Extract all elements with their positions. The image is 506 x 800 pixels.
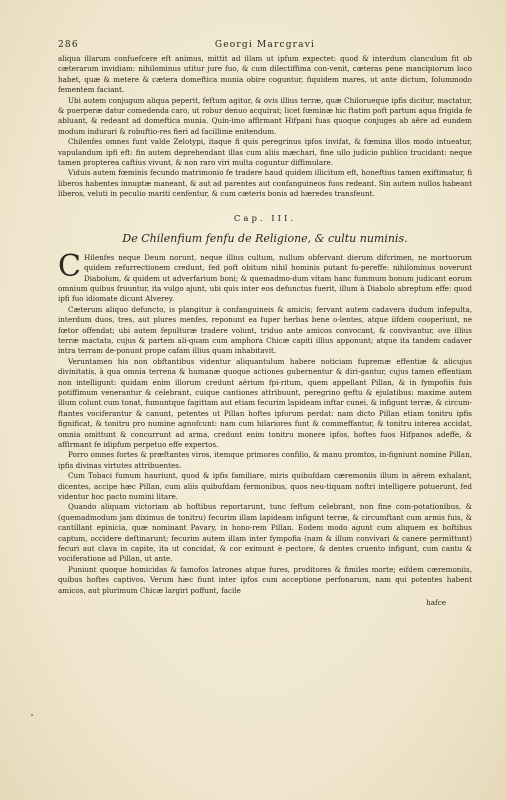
paragraph: aliqua illarum confuefcere eft animus, mittit ad illam ut ipfum expectet: quod & interdum clanculum fit ob cæterarum invidiam: nihilominus utitur jure fuo, & cum dilectiffima con-venit, cæteras pene mancipiorum loco habet, quæ & metere & cætera domeftica munia obire coguntur, fiquidem mares, ut ante dictum, folummodo fementem faciant. bbox=[58, 54, 472, 95]
running-head bbox=[58, 40, 472, 54]
paragraph: Cæterum aliquo defuncto, is plangitur à confanguineis & amicis; fervant autem cadavera dudum infepulta, interdum duos, tres, aut plures menfes, reponunt ea fuper herbas bene o-lentes, atque iifdem cooperiunt, ne fœtor offendat; ubi autem fepulturæ tradere volunt, triduo ante amicos convocant, & convivantur, ove illius terræ mactata, cujus & partem ali-quam cum amphora Chicæ capiti illius apponunt; atque ita tandem cadaver intra terram de-ponunt prope cafam illius quam inhabitavit. bbox=[58, 304, 472, 356]
paragraph-text: Hilenfes neque Deum norunt, neque illius cultum, nullum obfervant dierum difcrimen, ne mortuorum quidem refurrectionem credunt, fed poft obitum nihil hominis putant fu-pereffe: nihilominus noverunt Diabolum, & quidem ut adverfarium boni; & quemadmo-dum vitam hanc fummum bonum judicant eorum omnium quibus fruuntur, ita vulgo ajunt, ubi quis inter eos defunctus fuerit, illum à Diabolo abreptum effe: quod ipfi fuo idiomate dicunt Alverey. bbox=[58, 252, 472, 304]
paragraph: Viduis autem fœminis fecundo matrimonio fe tradere haud quidem illicitum eft, honeftius tamen exiftimatur, fi liberos habentes innuptæ maneant, & aut ad parentes aut confanguineos fuos redeant. Sin autem nullos habeant liberos, veluti in peculio mariti cenfentur, & cum cæteris bonis ad hæredes transfeunt. bbox=[58, 168, 472, 199]
paragraph: Veruntamen his non obftantibus videntur aliquantulum habere noticiam fupremæ effentiæ & alicujus divinitatis, à qua omnia terrena & humanæ quoque actiones gubernentur & diri-gantur, cujus tamen effentiam non intelligunt: quidam enim illorum credunt aërium fpi-ritum, quem appellant Pillan, & in fympofiis fuis potiffimum venerantur & celebrant, cuique cantiones attribuunt, peregrino geftu & ejulatibus: maxime autem illum colunt cum tonat, fumuntque fagittam aut etiam fecurim lapideam inftar cunei, & infigunt terræ, & circum-ftantes vociferantur & canunt, petentes ut Pillan hoftes ipforum perdat: nam dicto Pillan etiam tonitru ipfis fignificat, & tonitru pro numine agnofcunt: nam cum hilariores funt & commeffantur, & tonitru interea accidat, omnia omittunt & concurrunt ad arma, credunt enim tonitru monere ipfos, hoftes fuos Hifpanos adeffe, & affirmant fe idipfum perpetuo effe expertos. bbox=[58, 356, 472, 449]
running-title: Georgi Marcgravi bbox=[214, 40, 316, 50]
paragraph bbox=[58, 248, 472, 305]
paragraph: Chilenfes omnes funt valde Zelotypi, itaque fi quis peregrinus ipfos invifat, & fœmina illos modo intueatur, vapulandum ipfi eft: fin autem deprehendant illas cum aliis mæchari, fine ullo judicio publico trucidant: neque tamen propterea caftius vivunt, & non raro viri multa coguntur diffimulare. bbox=[58, 137, 472, 168]
paragraph: Puniunt quoque homicidas & famofos latrones atque fures, proditores & fimiles morte; eifdem cæremoniis, quibus hoftes captivos. Verum hæc fiunt inter ipfos cum acceptione perfonarum, nam qui potentes habent amicos, aut plurimum Chicæ largiri poffunt, facile bbox=[58, 564, 472, 595]
paragraph: Ubi autem conjugum aliqua peperit, feftum agitur, & ovis illius terræ, quæ Chilorueque ipfis dicitur, mactatur, & puerperæ datur comedenda caro, ut robur denuo acquirat; licet fœminæ hic ftatim poft partum aqua frigida fe abluant, & redeant ad domeftica munia. Quin-imo affirmant Hifpani fuas quoque conjuges ab aëre ad eundem modum indurari & robuftio-res fieri ad facillime enitendum. bbox=[58, 95, 472, 136]
paragraph: Quando aliquam victoriam ab hoftibus reportarunt, tunc feftum celebrant, non fine com-potationibus, & (quemadmodum jam diximus de tonitru) fecurim illam lapideam infigunt terræ, & circumftant cum armis fuis, & cantillant epinicia, quæ nominant Pavary, in hono-rem Pillan. Eodem modo agunt cum aliquem ex hoftibus captum, occidere deftinarunt; fecurim autem illam inter fympofia (nam & illum convivari & canere permittunt) fecuri aut clava in capite, ita ut concidat, & cor eximunt è pectore, & dentes cruento infigunt, cum cantu & vociferatione ad Pillan, ut ante. bbox=[58, 502, 472, 564]
chapter-title: De Chilenfium fenfu de Religione, & cultu numinis. bbox=[122, 231, 408, 245]
chapter-label: Cap. III. bbox=[233, 213, 297, 224]
marginal-mark: • bbox=[30, 712, 35, 720]
main-text bbox=[58, 248, 472, 596]
paragraph: Cum Tobaci fumum hauriunt, quod & ipfis familiare, miris quibufdam cæremoniis illum in aërem exhalant, dicentes, accipe hæc Pillan, cum aliis quibufdam fermonibus, quos neu-tiquam noftri intelligere potuerunt, fed videntur hoc pacto numini litare. bbox=[58, 471, 472, 502]
paragraph: Porro omnes fortes & præftantes viros, itemque primores confilio, & manu promtos, in-figniunt nomine Pillan, ipfis divinas virtutes attribuentes. bbox=[58, 450, 472, 470]
top-text bbox=[58, 54, 472, 200]
page-number: 286 bbox=[58, 40, 79, 50]
drop-cap: C bbox=[58, 248, 81, 284]
catchword: hafce bbox=[426, 598, 446, 608]
